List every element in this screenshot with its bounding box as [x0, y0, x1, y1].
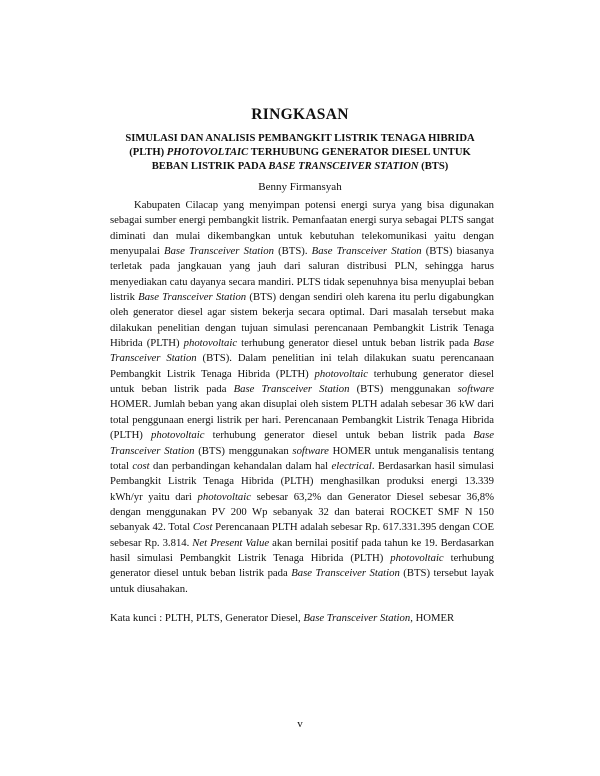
keywords-italic: Base Transceiver Station: [303, 612, 411, 624]
abstract-italic: photovoltaic: [151, 429, 205, 442]
abstract-italic: Base Transceiver Station: [311, 245, 422, 258]
page-heading: RINGKASAN: [251, 106, 349, 123]
title-line-3c: (BTS): [418, 161, 449, 172]
abstract-text: (BTS) menggunakan: [349, 383, 458, 396]
abstract-text: dan perbandingan kehandalan dalam hal: [149, 459, 332, 472]
abstract-italic: photovoltaic: [183, 337, 238, 350]
title-line-2b: PHOTOVOLTAIC: [166, 147, 249, 158]
abstract-text: terhubung generator diesel untuk beban listrik pada: [204, 429, 474, 442]
abstract-italic: electrical: [331, 459, 372, 472]
title-line-1: SIMULASI DAN ANALISIS PEMBANGKIT LISTRIK TENAGA HIBRIDA: [125, 133, 475, 144]
keywords-text: Kata kunci : PLTH, PLTS, Generator Diesel,: [110, 612, 304, 624]
abstract-text: Perencanaan PLTH adalah sebesar Rp. 617.331.395 dengan COE sebesar Rp. 3.814.: [110, 521, 494, 549]
abstract-italic: Base Transceiver Station: [138, 291, 247, 304]
abstract-italic: Base Transceiver Station: [110, 429, 495, 457]
title-line-2c: TERHUBUNG GENERATOR DIESEL UNTUK: [248, 147, 471, 158]
keywords-line: [110, 612, 494, 624]
abstract-italic: photovoltaic: [390, 551, 444, 564]
abstract-text: (BTS) biasanya terletak pada jangkauan yang jauh dari saluran distribusi PLN, sehingga harus menyediakan catu dayanya secara mandiri. PLTS tidak sepenuhnya bisa menyuplai beban listrik: [110, 245, 495, 304]
abstract-text: terhubung generator diesel untuk beban listrik pada: [110, 367, 494, 396]
abstract-italic: software: [457, 383, 495, 396]
title-line-3b: BASE TRANSCEIVER STATION: [268, 161, 419, 172]
abstract-text: Kabupaten Cilacap yang menyimpan potensi energi surya yang bisa digunakan sebagai sumber energi pembangkit listrik. Pemanfaatan energi surya sebagai PLTS sangat diminati dan mulai dikembangkan untuk kebutuhan telekomunikasi yaitu dengan menyupalai: [110, 199, 494, 258]
abstract-italic: software: [292, 444, 329, 457]
abstract-italic: cost: [132, 459, 150, 472]
abstract-italic: photovoltaic: [197, 490, 251, 503]
abstract-text: terhubung generator diesel untuk beban listrik pada: [237, 337, 474, 350]
abstract-italic: Base Transceiver Station: [291, 567, 400, 580]
abstract-text: (BTS).: [273, 245, 312, 258]
title-line-2a: (PLTH): [129, 147, 167, 158]
abstract-text: (BTS). Dalam penelitian ini telah dilakukan suatu perencanaan Pembangkit Listrik Tenaga Hibrida (PLTH): [110, 352, 495, 380]
abstract-text: HOMER untuk menganalisis tentang total: [110, 444, 495, 472]
abstract-text: (BTS) tersebut layak untuk diusahakan.: [110, 567, 494, 595]
abstract-text: (BTS) dengan sendiri oleh karena itu perlu digabungkan oleh generator diesel agar sistem bekerja secara optimal. Dari masalah tersebut maka dilakukan penelitian dengan tujuan simulasi perencanaan Pembangkit Listrik Tenaga Hibrida (PLTH): [110, 291, 494, 350]
abstract-italic: Base Transceiver Station: [110, 337, 494, 365]
author-name: Benny Firmansyah: [258, 181, 342, 193]
abstract-italic: Net Present Value: [192, 536, 270, 549]
abstract-text: . Berdasarkan hasil simulasi Pembangkit Listrik Tenaga Hibrida (PLTH) menghasilkan produksi energi 13.339 kWh/yr yaitu dari: [110, 459, 494, 503]
abstract-italic: photovoltaic: [314, 367, 368, 380]
abstract-text: (BTS) menggunakan: [194, 444, 293, 457]
abstract-text: sebesar 63,2% dan Generator Diesel sebesar 36,8% dengan menggunakan PV 200 Wp sebanyak 32 dan baterai ROCKET SMF N 150 sebanyak 42. Total: [110, 490, 494, 534]
thesis-title: [110, 132, 490, 174]
abstract-italic: Base Transceiver Station: [233, 383, 350, 396]
abstract-text: terhubung generator diesel untuk beban listrik pada: [110, 551, 494, 580]
keywords-text: , HOMER: [410, 612, 455, 624]
abstract-italic: Base Transceiver Station: [164, 245, 274, 258]
abstract-text: akan bernilai positif pada tahun ke 19. Berdasarkan hasil simulasi Pembangkit Listrik Tenaga Hibrida (PLTH): [110, 536, 494, 564]
abstract-paragraph: [110, 198, 494, 597]
title-line-3a: BEBAN LISTRIK PADA: [151, 161, 269, 172]
page-number: v: [297, 718, 303, 730]
abstract-text: HOMER. Jumlah beban yang akan disuplai oleh sistem PLTH adalah sebesar 36 kW dari total penggunaan energi listrik per hari. Perencanaan Pembangkit Listrik Tenaga Hibrida (PLTH): [110, 398, 494, 442]
abstract-italic: Cost: [192, 521, 213, 534]
